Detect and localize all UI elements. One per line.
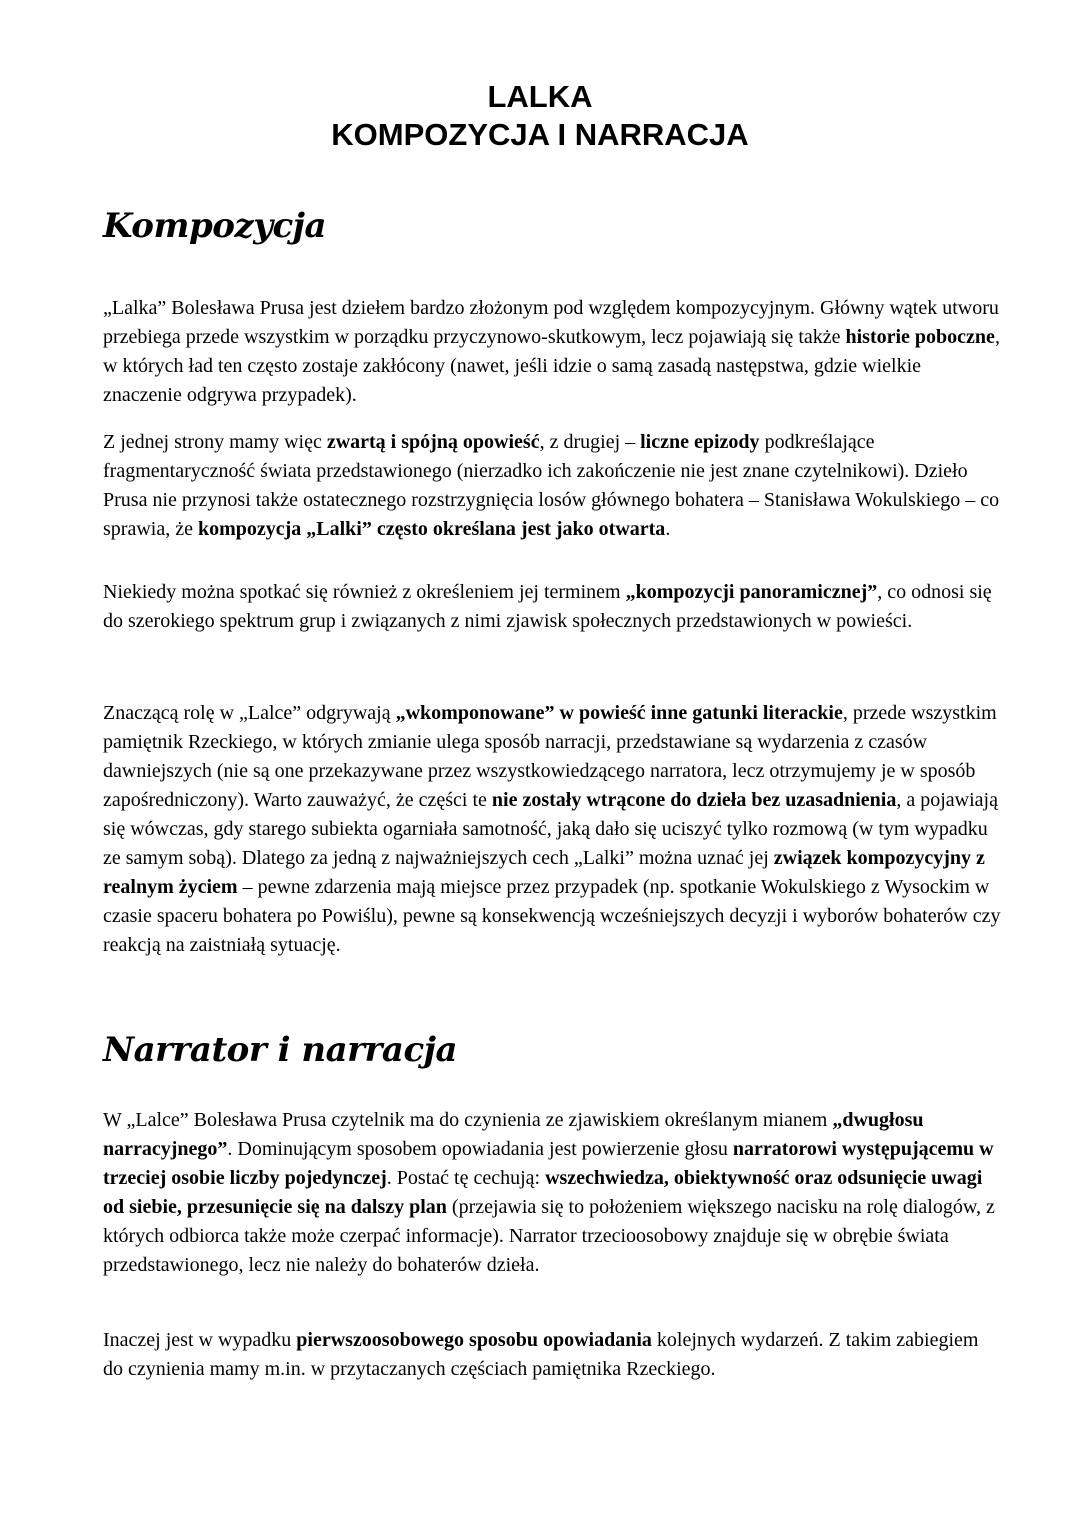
bold-text: zwartą i spójną opowieść — [326, 431, 540, 453]
text-run: Znaczącą rolę w „Lalce” odgrywają — [103, 702, 396, 724]
paragraph — [103, 1326, 1003, 1384]
title-line-2: KOMPOZYCJA I NARRACJA — [331, 117, 749, 152]
bold-text: „kompozycji panoramicznej” — [625, 581, 878, 603]
text-run: . — [665, 518, 671, 540]
bold-text: „dwugłosu narracyjnego” — [103, 1109, 924, 1160]
paragraph — [103, 428, 1003, 544]
paragraph — [103, 1106, 1003, 1280]
bold-text: pierwszoosobowego sposobu opowiadania — [296, 1329, 652, 1351]
text-run: , z drugiej – — [539, 431, 641, 453]
section-heading-narrator: Narrator i narracja — [103, 1030, 457, 1070]
text-run: , a pojawiają się wówczas, gdy starego subiekta ogarniała samotność, jaką dało się uciszyć tylko rozmową (w tym wypadku ze samym sobą). Dlatego za jedną z najważniejszych cech „Lalki” można uznać jej — [103, 789, 998, 869]
text-run: W „Lalce” Bolesława Prusa czytelnik ma do czynienia ze zjawiskiem określanym mianem — [103, 1109, 833, 1131]
text-run: – pewne zdarzenia mają miejsce przez przypadek (np. spotkanie Wokulskiego z Wysockim w czasie spaceru bohatera po Powiślu), pewne są konsekwencją wcześniejszych decyzji i wyborów bohaterów czy reakcją na zaistniałą sytuację. — [103, 876, 1001, 956]
paragraph — [103, 294, 1003, 410]
bold-text: historie poboczne — [845, 326, 995, 348]
text-run: Niekiedy można spotkać się również z określeniem jej terminem — [103, 581, 626, 603]
bold-text: narratorowi występującemu w trzeciej osobie liczby pojedynczej — [103, 1138, 994, 1189]
bold-text: kompozycja „Lalki” często określana jest jako otwarta — [197, 518, 666, 540]
text-run: . Dominującym sposobem opowiadania jest powierzenie głosu — [227, 1138, 733, 1160]
text-run: Inaczej jest w wypadku — [103, 1329, 297, 1351]
bold-text: wszechwiedza, obiektywność oraz odsunięcie uwagi od siebie, przesunięcie się na dalszy plan — [103, 1167, 983, 1218]
paragraph — [103, 699, 1003, 960]
text-run: (przejawia się to położeniem większego nacisku na rolę dialogów, z których odbiorca także może czerpać informacje). Narrator trzecioosobowy znajduje się w obrębie świata przedstawionego, lecz nie należy do bohaterów dzieła. — [103, 1196, 995, 1276]
bold-text: liczne epizody — [640, 431, 760, 453]
document-title — [0, 78, 1080, 154]
bold-text: „wkomponowane” w powieść inne gatunki literackie — [395, 702, 843, 724]
text-run: podkreślające fragmentaryczność świata przedstawionego (nierzadko ich zakończenie nie jest znane czytelnikowi). Dzieło Prusa nie przynosi także ostatecznego rozstrzygnięcia losów głównego bohatera – Stanisława Wokulskiego – co sprawia, że — [103, 431, 1000, 540]
section-heading-kompozycja: Kompozycja — [103, 206, 327, 246]
bold-text: nie zostały wtrącone do dzieła bez uzasadnienia — [491, 789, 897, 811]
text-run: , przede wszystkim pamiętnik Rzeckiego, w których zmianie ulega sposób narracji, przedstawiane są wydarzenia z czasów dawniejszych (nie są one przekazywane przez wszystkowiedzącego narratora, lecz otrzymujemy je w sposób zapośredniczony). Warto zauważyć, że części te — [103, 702, 997, 811]
text-run: , co odnosi się do szerokiego spektrum grup i związanych z nimi zjawisk społecznych przedstawionych w powieści. — [103, 581, 992, 632]
bold-text: związek kompozycyjny z realnym życiem — [103, 847, 985, 898]
paragraph — [103, 578, 1003, 636]
text-run: , w których ład ten często zostaje zakłócony (nawet, jeśli idzie o samą zasadą następstwa, gdzie wielkie znaczenie odgrywa przypadek). — [103, 326, 1000, 406]
title-line-1: LALKA — [487, 79, 593, 114]
text-run: . Postać tę cechują: — [386, 1167, 546, 1189]
text-run: Z jednej strony mamy więc — [103, 431, 327, 453]
text-run: „Lalka” Bolesława Prusa jest dziełem bardzo złożonym pod względem kompozycyjnym. Główny wątek utworu przebiega przede wszystkim w porządku przyczynowo-skutkowym, lecz pojawiają się także — [103, 297, 999, 348]
text-run: kolejnych wydarzeń. Z takim zabiegiem do czynienia mamy m.in. w przytaczanych częściach pamiętnika Rzeckiego. — [103, 1329, 979, 1380]
